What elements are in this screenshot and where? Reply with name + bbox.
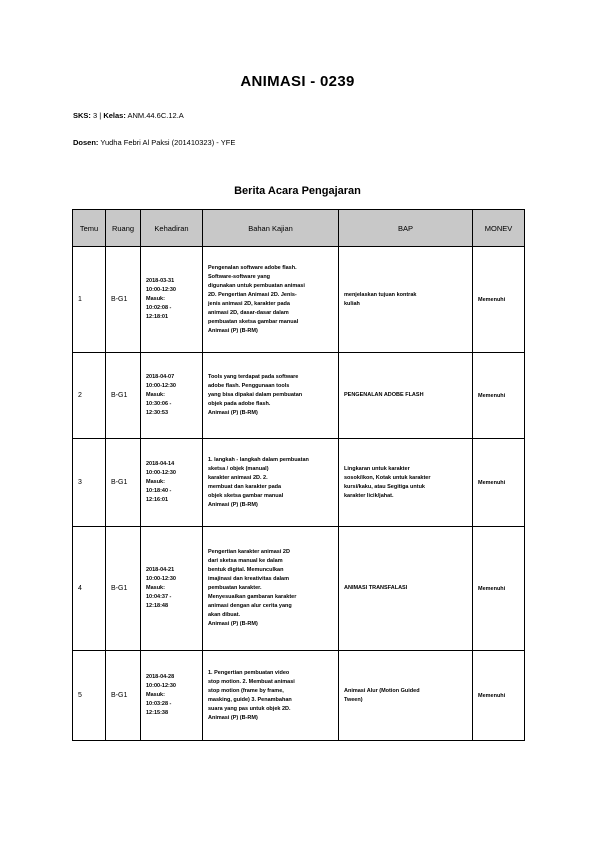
cell-bahan-kajian-line: pembuatan sketsa gambar manual [208, 318, 299, 325]
table-row [73, 651, 525, 741]
cell-bahan-kajian-line: Animasi (P) (B-RM) [208, 501, 258, 508]
cell-bap [339, 651, 473, 741]
cell-kehadiran-line: 12:15:38 [146, 710, 169, 716]
cell-monev: Memenuhi [473, 353, 525, 439]
cell-bahan-kajian-line: stop motion (frame by frame, [208, 687, 284, 694]
cell-bap-line: kursi/kaku, atau Segitiga untuk [344, 483, 425, 490]
cell-bap-line: Tween) [344, 696, 363, 703]
cell-bahan-kajian-line: Pengenalan software adobe flash. [208, 264, 297, 271]
cell-bahan-kajian-line: animasi dengan alur cerita yang [208, 603, 292, 609]
cell-ruang: B-G1 [106, 527, 141, 651]
cell-bahan-kajian-line: objek sketsa gambar manual [208, 492, 284, 499]
cell-kehadiran-line: 10:00-12:30 [146, 576, 176, 582]
cell-bahan-kajian-line: dari sketsa manual ke dalam [208, 558, 283, 564]
header-temu: Temu [73, 210, 106, 247]
header-bahan-kajian: Bahan Kajian [203, 210, 339, 247]
cell-ruang: B-G1 [106, 247, 141, 353]
cell-kehadiran-line: 2018-04-21 [146, 567, 175, 573]
cell-kehadiran-line: 12:18:48 [146, 603, 169, 609]
cell-bap-line: Animasi Alur (Motion Guided [344, 687, 420, 694]
cell-bahan-kajian [203, 527, 339, 651]
cell-bap [339, 247, 473, 353]
cell-bap-line: menjelaskan tujuan kontrak [344, 291, 417, 298]
cell-bahan-kajian-line: suara yang pas untuk objek 2D. [208, 705, 291, 712]
cell-bahan-kajian-line: masking, guide) 3. Penambahan [208, 696, 292, 703]
cell-kehadiran [141, 439, 203, 527]
cell-bahan-kajian-line: animasi 2D, dasar-dasar dalam [208, 309, 289, 316]
cell-temu: 5 [73, 651, 106, 741]
cell-bahan-kajian-line: akan dibuat. [208, 612, 241, 618]
dosen-label: Dosen: [73, 138, 99, 147]
table-header-row [73, 210, 525, 247]
cell-kehadiran-line: 10:02:08 - [146, 305, 172, 311]
cell-kehadiran-line: 12:16:01 [146, 497, 169, 503]
kelas-value: ANM.44.6C.12.A [127, 111, 184, 120]
cell-kehadiran-line: 10:04:37 - [146, 594, 172, 600]
cell-ruang: B-G1 [106, 353, 141, 439]
section-title: Berita Acara Pengajaran [234, 185, 361, 197]
cell-monev: Memenuhi [473, 247, 525, 353]
cell-bap-line: ANIMASI TRANSFALASI [344, 585, 408, 591]
cell-kehadiran-line: 2018-04-14 [146, 461, 175, 467]
cell-bahan-kajian-line: imajinasi dan kreativitas dalam [208, 576, 290, 582]
header-bap: BAP [339, 210, 473, 247]
cell-ruang: B-G1 [106, 439, 141, 527]
cell-bahan-kajian-line: sketsa / objek (manual) [208, 465, 269, 472]
cell-bahan-kajian-line: 2D. Pengertian Animasi 2D. Jenis- [208, 291, 297, 298]
document-title: ANIMASI - 0239 [240, 73, 355, 90]
cell-temu: 4 [73, 527, 106, 651]
cell-kehadiran [141, 353, 203, 439]
cell-kehadiran-line: 10:03:28 - [146, 701, 172, 707]
cell-kehadiran-line: 10:00-12:30 [146, 683, 176, 689]
dosen-value: Yudha Febri Al Paksi (201410323) - YFE [100, 138, 236, 147]
cell-bahan-kajian-line: bentuk digital. Memunculkan [208, 567, 284, 573]
cell-bahan-kajian-line: membuat dan karakter pada [208, 483, 282, 490]
header-kehadiran: Kehadiran [141, 210, 203, 247]
cell-kehadiran-line: 12:18:01 [146, 314, 169, 320]
lecturer-info [73, 138, 235, 147]
cell-bahan-kajian-line: Animasi (P) (B-RM) [208, 714, 258, 721]
table-row [73, 247, 525, 353]
cell-kehadiran-line: Masuk: [146, 392, 165, 398]
cell-bahan-kajian-line: Tools yang terdapat pada software [208, 374, 299, 380]
cell-kehadiran-line: Masuk: [146, 585, 165, 591]
cell-bap-line: PENGENALAN ADOBE FLASH [344, 392, 424, 398]
table-row [73, 527, 525, 651]
cell-bap-line: kuliah [344, 300, 360, 307]
cell-kehadiran-line: 2018-04-28 [146, 674, 175, 680]
sks-label: SKS: [73, 111, 91, 120]
cell-bahan-kajian-line: pembuatan karakter. [208, 585, 262, 591]
cell-bap [339, 527, 473, 651]
cell-kehadiran-line: 10:30:06 - [146, 401, 172, 407]
cell-bahan-kajian-line: 1. langkah - langkah dalam pembuatan [208, 456, 309, 463]
cell-temu: 2 [73, 353, 106, 439]
cell-bahan-kajian [203, 651, 339, 741]
cell-bahan-kajian-line: yang bisa dipakai dalam pembuatan [208, 392, 303, 398]
cell-kehadiran-line: 10:00-12:30 [146, 383, 176, 389]
sks-value: 3 | [93, 111, 104, 120]
cell-kehadiran-line: 2018-03-31 [146, 278, 175, 284]
cell-kehadiran-line: 12:30:53 [146, 410, 169, 416]
cell-bahan-kajian-line: Pengertian karakter animasi 2D [208, 549, 290, 555]
cell-kehadiran-line: Masuk: [146, 296, 165, 302]
cell-bahan-kajian-line: jenis animasi 2D, karakter pada [208, 300, 290, 307]
cell-bahan-kajian-line: Animasi (P) (B-RM) [208, 621, 258, 627]
cell-bahan-kajian-line: karakter animasi 2D. 2. [208, 474, 268, 481]
cell-bahan-kajian-line: Menyesuaikan gambaran karakter [208, 594, 297, 600]
cell-kehadiran [141, 247, 203, 353]
cell-monev: Memenuhi [473, 651, 525, 741]
cell-kehadiran [141, 527, 203, 651]
cell-monev: Memenuhi [473, 439, 525, 527]
cell-kehadiran [141, 651, 203, 741]
cell-bap [339, 439, 473, 527]
cell-bap-line: karakter licik/jahat. [344, 492, 394, 499]
cell-bap-line: sosok/ikon, Kotak untuk karakter [344, 474, 431, 481]
cell-bahan-kajian-line: Software-software yang [208, 273, 271, 280]
cell-bahan-kajian-line: objek pada adobe flash. [208, 401, 271, 407]
cell-kehadiran-line: Masuk: [146, 479, 165, 485]
cell-bahan-kajian-line: 1. Pengertian pembuatan video [208, 669, 290, 676]
cell-bahan-kajian [203, 247, 339, 353]
header-ruang: Ruang [106, 210, 141, 247]
cell-monev: Memenuhi [473, 527, 525, 651]
cell-bap [339, 353, 473, 439]
table-row [73, 439, 525, 527]
cell-bahan-kajian-line: digunakan untuk pembuatan animasi [208, 282, 305, 289]
cell-temu: 1 [73, 247, 106, 353]
cell-temu: 3 [73, 439, 106, 527]
kelas-label: Kelas: [103, 111, 126, 120]
cell-bahan-kajian-line: Animasi (P) (B-RM) [208, 327, 258, 334]
course-info [73, 111, 184, 120]
cell-ruang: B-G1 [106, 651, 141, 741]
cell-bahan-kajian [203, 353, 339, 439]
cell-bahan-kajian [203, 439, 339, 527]
cell-bahan-kajian-line: Animasi (P) (B-RM) [208, 410, 258, 416]
cell-kehadiran-line: 10:18:40 - [146, 488, 172, 494]
cell-kehadiran-line: 2018-04-07 [146, 374, 175, 380]
cell-bap-line: Lingkaran untuk karakter [344, 465, 410, 472]
header-monev: MONEV [473, 210, 525, 247]
cell-kehadiran-line: Masuk: [146, 692, 165, 698]
cell-kehadiran-line: 10:00-12:30 [146, 287, 176, 293]
cell-kehadiran-line: 10:00-12:30 [146, 470, 176, 476]
cell-bahan-kajian-line: stop motion. 2. Membuat animasi [208, 678, 295, 685]
table-row [73, 353, 525, 439]
teaching-record-table [72, 209, 525, 741]
cell-bahan-kajian-line: adobe flash. Penggunaan tools [208, 383, 290, 389]
